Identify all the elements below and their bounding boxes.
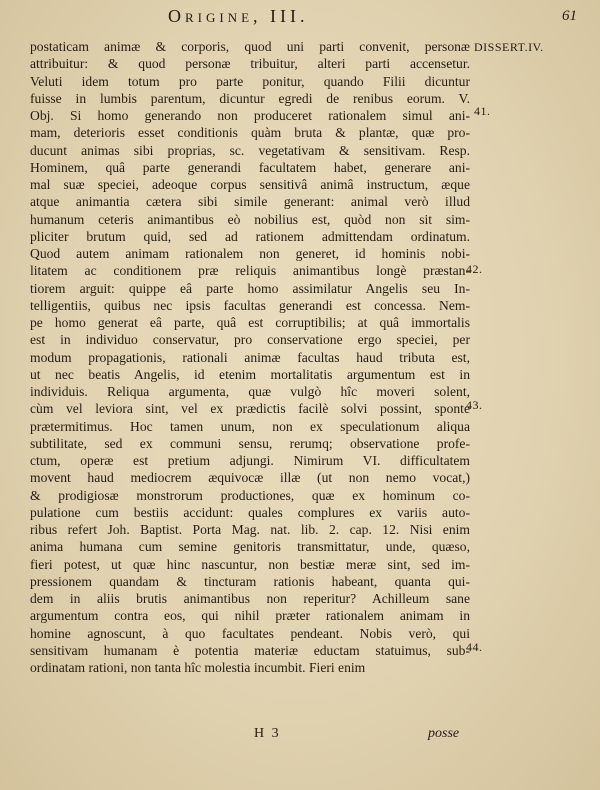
text-line: modum propagationis, rationali animæ facultas haud tributa est,	[30, 349, 470, 365]
margin-note-44: 44.	[466, 640, 483, 654]
text-line: Quod autem animam rationalem non generet, id hominis nobi-	[30, 246, 470, 261]
text-line: tiorem arguit: quippe eâ parte homo assimilatur Angelis seu In-	[30, 280, 470, 296]
text-line: litatem ac conditionem præ reliquis animantibus longè præstan-	[30, 263, 470, 279]
text-line: dem in aliis brutis animantibus non reperitur? Achilleum sane	[30, 591, 470, 606]
text-line: sensitivam humanam è potentia materiæ eductam statuimus, sub-	[30, 642, 470, 658]
text-line: telligentiis, quibus nec ipsis facultas generandi est concessa. Nem-	[30, 297, 470, 313]
margin-note-dissertation: DISSERT.IV.	[474, 40, 544, 54]
text-line: fieri potest, ut quæ hinc nascuntur, non bestiæ meræ sint, sed im-	[30, 556, 470, 572]
text-line: fuisse in lumbis parentum, dicuntur egredi de renibus eorum. V.	[30, 90, 470, 106]
body-text	[30, 38, 470, 676]
text-line: Hominem, quâ parte generandi facultatem habet, generare ani-	[30, 159, 470, 175]
text-line: atque animantia cætera sibi simile generant: animal verò illud	[30, 194, 470, 210]
text-line: mam, deterioris esset conditionis quàm bruta & plantæ, quæ pro-	[30, 125, 470, 141]
text-line: postaticam animæ & corporis, quod uni parti convenit, personæ	[30, 39, 470, 54]
text-line: attribuitur: & quod personæ tribuitur, alteri parti accensetur.	[30, 56, 470, 72]
page-footer	[0, 726, 600, 750]
text-line: & prodigiosæ monstrorum productiones, quæ ex hominum co-	[30, 487, 470, 503]
text-line: homine agnoscunt, à quo facultates pendeant. Nobis verò, qui	[30, 625, 470, 641]
text-line: Veluti idem totum pro parte ponitur, quando Filii dicuntur	[30, 73, 470, 89]
text-line: est in individuo conservatur, pro conservatione ergo speciei, per	[30, 332, 470, 348]
margin-note-43: 43.	[466, 398, 483, 412]
text-line: argumentum contra eos, qui nihil præter rationalem animam in	[30, 608, 470, 624]
text-line: movent haud mediocrem æquivocæ illæ (ut non nemo vocat,)	[30, 470, 470, 486]
text-line: ut nec beatis Angelis, id etenim mortalitatis argumentum est in	[30, 366, 470, 382]
text-line: pulatione cum bestiis accidunt: quales complures ex variis auto-	[30, 504, 470, 520]
running-title: Origine, III.	[168, 6, 309, 26]
text-line: pliciter brutum quid, sed ad rationem admittendam ordinatum.	[30, 228, 470, 244]
text-line: individuis. Reliqua argumenta, quæ vulgò hîc moveri solent,	[30, 384, 470, 399]
text-line: humanum ceteris animantibus eò nobilius est, quòd non sit sim-	[30, 211, 470, 227]
text-line: ducunt animas sibi proprias, sc. vegetativam & sensitivam. Resp.	[30, 142, 470, 158]
text-line: Obj. Si homo generando non produceret rationalem simul ani-	[30, 108, 470, 123]
text-line: mal suæ speciei, adeoque corpus sensitivâ animâ instructum, æque	[30, 177, 470, 192]
page-number: 61	[562, 8, 577, 24]
margin-note-41: 41.	[474, 104, 491, 118]
text-line: cùm vel leviora sint, vel ex prædictis facilè solvi possint, sponte	[30, 401, 470, 417]
text-line: ctum, operæ est pretium adjungi. Nimirum VI. difficultatem	[30, 453, 470, 468]
page-header	[0, 6, 600, 30]
catchword: posse	[428, 726, 460, 741]
signature-mark: H 3	[254, 726, 281, 741]
text-line: subtilitate, sed ex communi sensu, rerumq; observatione profe-	[30, 435, 470, 451]
text-line: pressionem quandam & tincturam rationis habeant, quanta qui-	[30, 573, 470, 589]
text-line: ribus refert Joh. Baptist. Porta Mag. nat. lib. 2. cap. 12. Nisi enim	[30, 522, 470, 537]
text-line: prætermitimus. Hoc tamen unum, non ex speculationum aliqua	[30, 418, 470, 434]
text-line: anima humana cum semine genitoris transmittatur, unde, quæso,	[30, 539, 470, 555]
text-line: pe homo generat eâ parte, quâ est corruptibilis; at quâ immortalis	[30, 315, 470, 330]
text-line: ordinatam rationi, non tanta hîc molestia incumbit. Fieri enim	[30, 660, 366, 675]
margin-note-42: 42.	[466, 262, 483, 276]
